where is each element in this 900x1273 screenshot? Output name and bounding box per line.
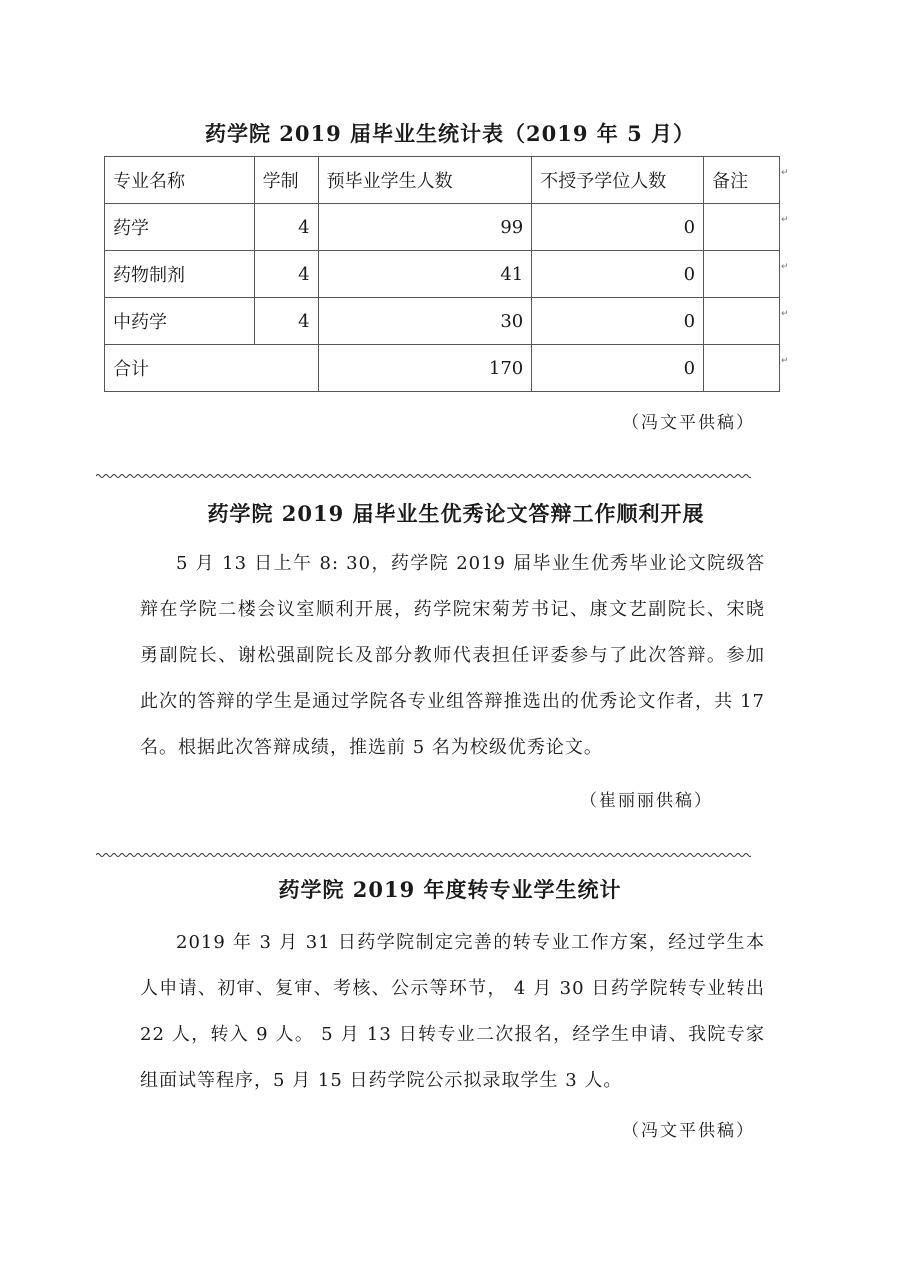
cell-note — [704, 251, 780, 298]
section2-credit: （崔丽丽供稿） — [580, 791, 713, 811]
section2-title: 药学院 2019 届毕业生优秀论文答辩工作顺利开展 — [207, 501, 705, 526]
table-row — [105, 298, 780, 345]
header-major: 专业名称 — [105, 157, 255, 204]
cell-total-no-degree: 0 — [532, 345, 704, 392]
section3-title: 药学院 2019 年度转专业学生统计 — [278, 877, 622, 902]
cell-total-label: 合计 — [105, 345, 319, 392]
cell-years: 4 — [254, 204, 318, 251]
wavy-divider — [96, 851, 751, 859]
cell-major: 药学 — [105, 204, 255, 251]
section2-body: 5 月 13 日上午 8: 30，药学院 2019 届毕业生优秀毕业论文院级答辩在学院二楼会议室顺利开展，药学院宋菊芳书记、康文艺副院长、宋晓勇副院长、谢松强副院长及部分教师代表担任评委参与了此次答辩。参加此次的答辩的学生是通过学院各专业组答辩推选出的优秀论文作者，共 17 名。根据此次答辩成绩，推选前 5 名为校级优秀论文。 — [140, 553, 765, 758]
table-total-row — [105, 345, 780, 392]
paragraph-mark-icon: ↵ — [781, 356, 789, 366]
graduate-stats-table — [104, 156, 780, 392]
cell-graduates: 99 — [318, 204, 532, 251]
cell-major: 中药学 — [105, 298, 255, 345]
cell-graduates: 41 — [318, 251, 532, 298]
wavy-divider — [96, 472, 751, 480]
section3-credit: （冯文平供稿） — [622, 1121, 755, 1141]
table-row — [105, 251, 780, 298]
table-row — [105, 204, 780, 251]
paragraph-mark-icon: ↵ — [781, 262, 789, 272]
header-no-degree: 不授予学位人数 — [532, 157, 704, 204]
paragraph-mark-icon: ↵ — [781, 168, 789, 178]
cell-graduates: 30 — [318, 298, 532, 345]
cell-major: 药物制剂 — [105, 251, 255, 298]
table-credit: （冯文平供稿） — [622, 413, 755, 433]
header-note: 备注 — [704, 157, 780, 204]
paragraph-mark-icon: ↵ — [781, 309, 789, 319]
cell-note — [704, 298, 780, 345]
cell-no-degree: 0 — [532, 298, 704, 345]
cell-no-degree: 0 — [532, 204, 704, 251]
table-title: 药学院 2019 届毕业生统计表（2019 年 5 月） — [204, 121, 696, 146]
cell-no-degree: 0 — [532, 251, 704, 298]
paragraph-mark-icon: ↵ — [781, 215, 789, 225]
header-years: 学制 — [254, 157, 318, 204]
table-header-row — [105, 157, 780, 204]
cell-total-note — [704, 345, 780, 392]
cell-total-graduates: 170 — [318, 345, 532, 392]
cell-years: 4 — [254, 251, 318, 298]
header-graduates: 预毕业学生人数 — [318, 157, 532, 204]
section3-body: 2019 年 3 月 31 日药学院制定完善的转专业工作方案，经过学生本人申请、初审、复审、考核、公示等环节， 4 月 30 日药学院转专业转出 22 人，转入 9 人。 5 月 13 日转专业二次报名，经学生申请、我院专家组面试等程序，5 月 15 日药学院公示拟录取学生 3 人。 — [140, 932, 765, 1091]
cell-note — [704, 204, 780, 251]
cell-years: 4 — [254, 298, 318, 345]
